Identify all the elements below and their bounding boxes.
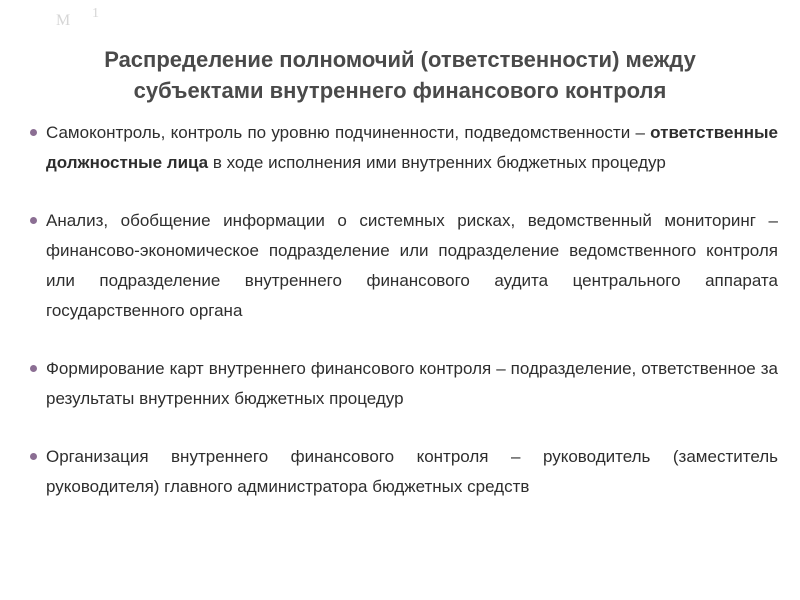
bullet-text-bold: ответственные должностные лица xyxy=(46,123,778,172)
slide-title-line-2: субъектами внутреннего финансового контроля xyxy=(133,78,667,103)
bullet-item-control-maps xyxy=(26,354,778,414)
bullet-dot-icon xyxy=(30,217,37,224)
slide-title-line-1: Распределение полномочий (ответственности) между xyxy=(104,47,696,72)
bullet-text-before: Самоконтроль, контроль по уровню подчиненности, подведомственности – xyxy=(46,123,651,142)
bullet-text: Формирование карт внутреннего финансового контроля – подразделение, ответственное за результаты внутренних бюджетных процедур xyxy=(46,359,778,408)
bullet-dot-icon xyxy=(30,129,37,136)
bullet-list xyxy=(26,118,778,502)
bullet-text: Анализ, обобщение информации о системных рисках, ведомственный мониторинг – финансово-экономическое подразделение или подразделение ведомственного контроля или подразделение внутреннего финансового аудита центрального аппарата государственного органа xyxy=(46,211,778,320)
bullet-text: Организация внутреннего финансового контроля – руководитель (заместитель руководителя) главного администратора бюджетных средств xyxy=(46,447,778,496)
bullet-item-analysis xyxy=(26,206,778,326)
bullet-dot-icon xyxy=(30,365,37,372)
bullet-item-organization xyxy=(26,442,778,502)
bullet-text-after: в ходе исполнения ими внутренних бюджетных процедур xyxy=(208,153,666,172)
corner-mark-m: M xyxy=(56,12,71,29)
bullet-dot-icon xyxy=(30,453,37,460)
corner-mark-one: 1 xyxy=(92,6,99,21)
bullet-item-self-control xyxy=(26,118,778,178)
slide-title xyxy=(40,44,760,106)
